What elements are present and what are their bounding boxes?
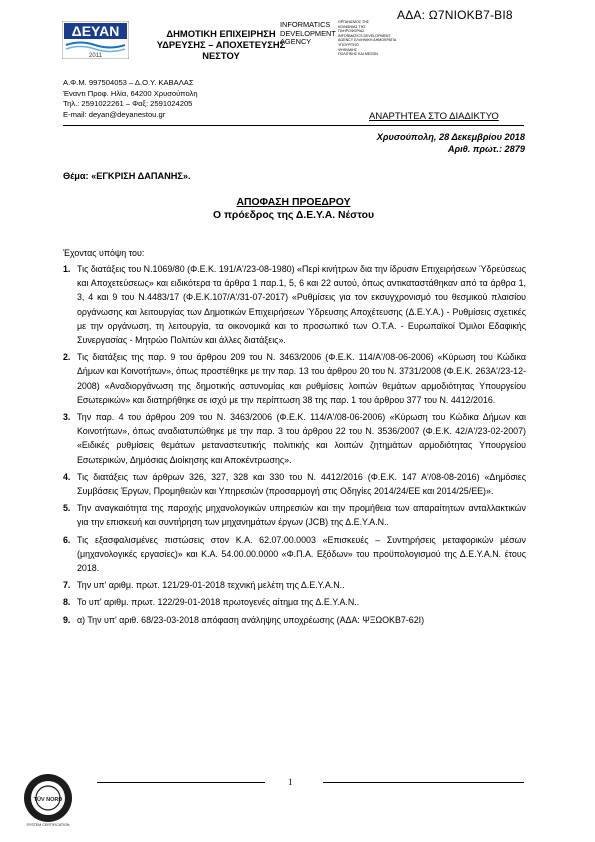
item-text: Τις εξασφαλισμένες πιστώσεις στον Κ.Α. 62.07.00.0003 «Επισκευές – Συντηρήσεις μεταφορικών μέσων (μηχανολογικές εργασίες)» και Κ.Α. 54.00.00.0000 «Φ.Π.Α. Εξόδων» του προϋπολογισμού της Δ.Ε.Υ.Α.Ν. έτους 2018. — [77, 534, 526, 574]
list-item — [63, 410, 526, 467]
email: E-mail: deyan@deyanestou.gr — [63, 109, 166, 119]
date-protocol-block — [330, 132, 525, 155]
item-number: 4. — [63, 471, 71, 482]
info-line: INFORMATICS — [280, 20, 331, 29]
date-line: Χρυσούπολη, 28 Δεκεμβρίου 2018 — [376, 132, 525, 142]
item-text: Τις διατάξεις του Ν.1069/80 (Φ.Ε.Κ. 191/Α'/23-08-1980) «Περί κινήτρων δια την ίδρυσιν Επιχειρήσεων Ύδρεύσεως και Αποχετεύσεως» και ειδικότερα τα άρθρα 1 παρ.1, 5, 6 και 22 αυτού, όπως αντικαταστάθηκαν από τα άρθρα 1, 3, 4 και 9 του Ν.4483/17 (Φ.Ε.Κ.107/Α'/31-07-2017) «Ρυθμίσεις για τον εκσυγχρονισμό του θεσμικού πλαισίου οργάνωσης και λειτουργίας των Δημοτικών Επιχειρήσεων Ύδρευσης Αποχέτευσης (Δ.Ε.Υ.Α.) - Ρυθμίσεις σχετικές με την οργάνωση, τη λειτουργία, τα οικονομικά και το προσωπικό των Ο.Τ.Α. - Ευρωπαϊκοί Όμιλοι Εδαφικής Συνεργασίας - Μητρώο Πολιτών και άλλες διατάξεις». — [77, 264, 526, 346]
org-line: ΔΗΜΟΤΙΚΗ ΕΠΙΧΕΙΡΗΣΗ — [166, 28, 276, 39]
tax-id: Α.Φ.Μ. 997504053 – Δ.Ο.Υ. ΚΑΒΑΛΑΣ — [63, 78, 194, 87]
list-item — [63, 262, 526, 347]
ada-code: ΑΔΑ: Ω7ΝΙΟΚΒ7-ΒΙ8 — [397, 8, 513, 22]
informatics-agency-label — [280, 21, 338, 47]
item-number: 6. — [63, 534, 71, 545]
footer-divider-right — [323, 782, 524, 783]
decision-title: ΑΠΟΦΑΣΗ ΠΡΟΕΔΡΟΥ — [236, 197, 351, 208]
small-print-line: INFORMATICS DEVELOPMENT — [338, 33, 391, 38]
list-item — [63, 613, 526, 627]
item-text: Την παρ. 4 του άρθρου 209 του Ν. 3463/2006 (Φ.Ε.Κ. 114/Α'/08-06-2006) «Κύρωση του Κώδικα Δήμων και Κοινοτήτων», όπως αναδιατυπώθηκε με την παρ. 3 του άρθρου 22 του Ν. 3536/2007 (Φ.Ε.Κ. 42/Α'/23-02-2007) «Ειδικές ρυθμίσεις θεμάτων μεταναστευτικής πολιτικής και λοιπών ζητημάτων αρμοδιότητας Υπουργείου Εσωτερικών, Δημόσιας Διοίκησης και Αποκέντρωσης». — [77, 412, 526, 465]
deyan-logo — [62, 21, 129, 59]
small-print-line: ΥΠΟΥΡΓΕΙΟ — [338, 42, 359, 47]
protocol-number: Αριθ. πρωτ.: 2879 — [447, 143, 525, 154]
item-number: 7. — [63, 580, 71, 591]
item-number: 1. — [63, 264, 71, 274]
info-line: DEVELOPMENT — [280, 28, 336, 38]
list-item — [63, 470, 526, 498]
agency-small-print — [338, 20, 400, 57]
considerations-list — [63, 262, 526, 630]
small-print-line: ΟΡΓΑΝΙΣΜΟΣ ΤΗΣ — [338, 20, 370, 24]
contact-block — [63, 78, 303, 120]
list-item — [63, 501, 526, 529]
list-item — [63, 533, 526, 576]
item-text: α) Την υπ' αριθ. 68/23-03-2018 απόφαση ανάληψης υποχρέωσης (ΑΔΑ: ΨΞΩΟΚΒ7-62Ι) — [77, 614, 425, 625]
list-item — [63, 350, 526, 407]
item-number: 8. — [63, 597, 71, 608]
small-print-line: ΨΗΦΙΑΚΗΣ — [338, 47, 358, 52]
item-text: Τις διατάξεις της παρ. 9 του άρθρου 209 του Ν. 3463/2006 (Φ.Ε.Κ. 114/Α'/08-06-2006) «Κύρωση του Κώδικα Δήμων και Κοινοτήτων», όπως προστέθηκε με την παρ. 13 του άρθρου 20 του Ν. 3731/2008 (Φ.Ε.Κ. 263Α'/23-12-2008) «Αναδιοργάνωση της δημοτικής αστυνομίας και ρυθμίσεις λοιπών θεμάτων αρμοδιότητας Υπουργείου Εσωτερικών» και διατηρήθηκε σε ισχύ με την περίπτωση 38 της παρ. 1 του άρθρου 377 του Ν. 4412/2016. — [77, 352, 526, 405]
badge-bottom-text: SYSTEM CERTIFICATION — [26, 823, 70, 827]
item-number: 2. — [63, 352, 71, 363]
item-text: Το υπ' αριθμ. πρωτ. 122/29-01-2018 πρωτογενές αίτημα της Δ.Ε.Υ.Α.Ν.. — [77, 597, 360, 608]
org-line: ΥΔΡΕΥΣΗΣ – ΑΠΟΧΕΤΕΥΣΗΣ — [156, 39, 286, 50]
document-subject: Θέμα: «ΕΓΚΡΙΣΗ ΔΑΠΑΝΗΣ». — [63, 171, 191, 181]
decision-subtitle: Ο πρόεδρος της Δ.Ε.Υ.Α. Νέστου — [212, 209, 375, 221]
item-number: 3. — [63, 412, 71, 423]
small-print-line: ΚΟΙΝΩΝΙΑΣ ΤΗΣ — [338, 24, 366, 29]
decision-heading — [63, 197, 524, 222]
org-line: ΝΕΣΤΟΥ — [202, 50, 240, 61]
list-item — [63, 595, 526, 609]
item-number: 5. — [63, 503, 71, 514]
small-print-line: AGENCY ΕΛΛΗΝΙΚΗ ΔΗΜΟΚΡΑΤΙΑ — [338, 38, 397, 43]
small-print-line: ΠΟΛΙΤΙΚΗΣ ΚΑΙ ΜΕΣΩΝ — [338, 52, 378, 57]
badge-top-text: ΤÜV NORD — [33, 797, 63, 803]
header-divider — [63, 125, 524, 126]
address: Έναντι Προφ. Ηλία, 64200 Χρυσούπολη — [63, 88, 198, 98]
item-text: Την αναγκαιότητα της παροχής μηχανολογικών υπηρεσιών και την προμήθεια των απαραίτητων ανταλλακτικών για την επισκευή και συντήρηση των μηχανημάτων έργων (JCB) της Δ.Ε.Υ.Α.Ν.. — [77, 503, 526, 528]
phone-fax: Τηλ.: 2591022261 – Φαξ: 2591024205 — [63, 99, 193, 108]
footer-divider-left — [97, 782, 265, 783]
tuv-certification-badge — [22, 772, 74, 828]
logo-text: ΔΕΥΑΝ — [71, 23, 120, 39]
intro-text: Έχοντας υπόψη του: — [63, 248, 145, 258]
item-text: Τις διατάξεις των άρθρων 326, 327, 328 και 330 του Ν. 4412/2016 (Φ.Ε.Κ. 147 Α'/08-08-2016) «Δημόσιες Συμβάσεις Έργων, Προμηθειών και Υπηρεσιών (προσαρμογή στις Οδηγίες 2014/24/ΕΕ και 2014/25/ΕΕ)». — [77, 471, 526, 497]
info-line: AGENCY — [280, 37, 312, 47]
small-print-line: ΠΛΗΡΟΦΟΡΙΑΣ — [338, 29, 365, 34]
item-text: Την υπ' αριθμ. πρωτ. 121/29-01-2018 τεχνική μελέτη της Δ.Ε.Υ.Α.Ν.. — [77, 580, 345, 591]
internet-posting-notice: ΑΝΑΡΤΗΤΕΑ ΣΤΟ ΔΙΑΔΙΚΤΥΟ — [369, 111, 499, 122]
page-number: 1 — [288, 777, 293, 787]
list-item — [63, 578, 526, 592]
item-number: 9. — [63, 614, 71, 625]
logo-year: 2011 — [89, 53, 102, 59]
